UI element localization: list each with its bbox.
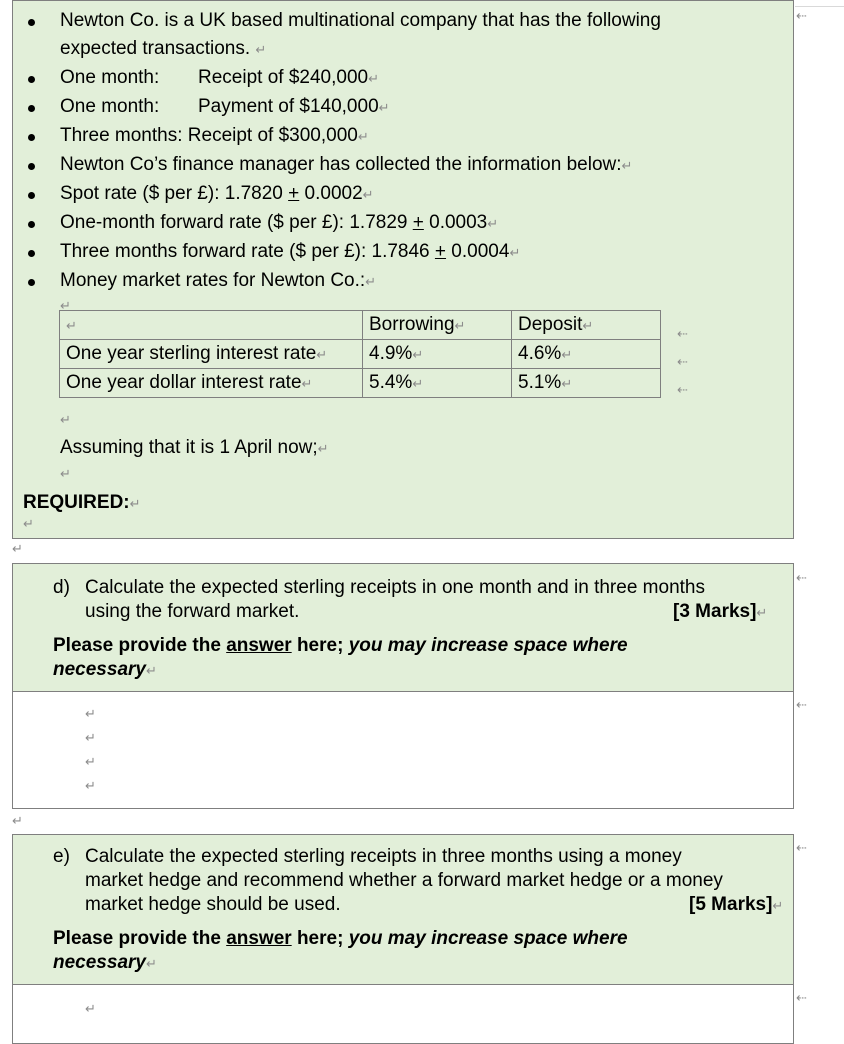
- marks-label: [3 Marks]↵: [673, 601, 768, 622]
- empty-paragraph-mark: ↵: [23, 516, 34, 531]
- row-end-mark: ⇠: [796, 840, 807, 855]
- interest-rate-table: [59, 310, 661, 398]
- required-heading: REQUIRED:↵: [23, 492, 141, 513]
- top-rule: [795, 6, 844, 7]
- row-end-mark: ⇠: [677, 326, 688, 341]
- empty-paragraph-mark: ↵: [60, 412, 71, 427]
- row-end-mark: ⇠: [677, 354, 688, 369]
- table-row: ↵ Borrowing↵ Deposit↵: [60, 311, 661, 340]
- answer-box-d[interactable]: ↵ ↵ ↵ ↵: [12, 691, 794, 809]
- row-end-mark: ⇠: [677, 382, 688, 397]
- table-row: One year dollar interest rate↵ 5.4%↵ 5.1%↵: [60, 369, 661, 398]
- answer-box-e[interactable]: ↵: [12, 984, 794, 1044]
- context-box: Newton Co. is a UK based multinational company that has the following expected transactions. ↵ One month: Receipt of $240,000↵ One month: Payment of $140,000↵ Three months: Receipt of $300,000↵ Newton Co’s finance manager has collected the information below:↵ Spot rate ($ per £): 1.7820 + 0.0002↵ One-month forward rate ($ per £): 1.7829 + 0.0003↵ Three months forward rate ($ per £): 1.7846 + 0.0004↵ Money market rates for Newton Co.:↵ ↵ ↵ Borrowing↵ Deposit↵ One year sterling interest rate↵ 4.9%↵ 4.6%↵ One year dollar interest rate↵ 5.4%↵ 5.1%↵ ⇠ ⇠ ⇠ ↵ Assuming that it is 1 April now;↵ ↵ REQUIRED:↵ ↵: [12, 0, 794, 539]
- empty-paragraph-mark: ↵: [60, 466, 71, 481]
- question-d-text: d) Calculate the expected sterling receipts in one month and in three months: [53, 577, 705, 598]
- question-d-box: d) Calculate the expected sterling receipts in one month and in three months using the forward market. [3 Marks]↵ Please provide the answer here; you may increase space where necessary↵: [12, 563, 794, 692]
- question-e-text: e) Calculate the expected sterling receipts in three months using a money: [53, 846, 682, 867]
- question-e-box: e) Calculate the expected sterling receipts in three months using a money market hedge and recommend whether a forward market hedge or a money market hedge should be used. [5 Marks]↵ Please provide the answer here; you may increase space where necessary↵: [12, 834, 794, 985]
- row-end-mark: ⇠: [796, 570, 807, 585]
- row-end-mark: ⇠: [796, 8, 807, 23]
- paragraph-mark: ↵: [12, 541, 23, 556]
- marks-label: [5 Marks]↵: [689, 894, 784, 915]
- empty-paragraph-mark: ↵: [60, 298, 71, 313]
- paragraph-mark: ↵: [12, 813, 23, 828]
- row-end-mark: ⇠: [796, 990, 807, 1005]
- table-row: One year sterling interest rate↵ 4.9%↵ 4.6%↵: [60, 340, 661, 369]
- row-end-mark: ⇠: [796, 697, 807, 712]
- answer-instruction: Please provide the answer here; you may increase space where: [53, 635, 628, 656]
- answer-instruction: Please provide the answer here; you may increase space where: [53, 928, 628, 949]
